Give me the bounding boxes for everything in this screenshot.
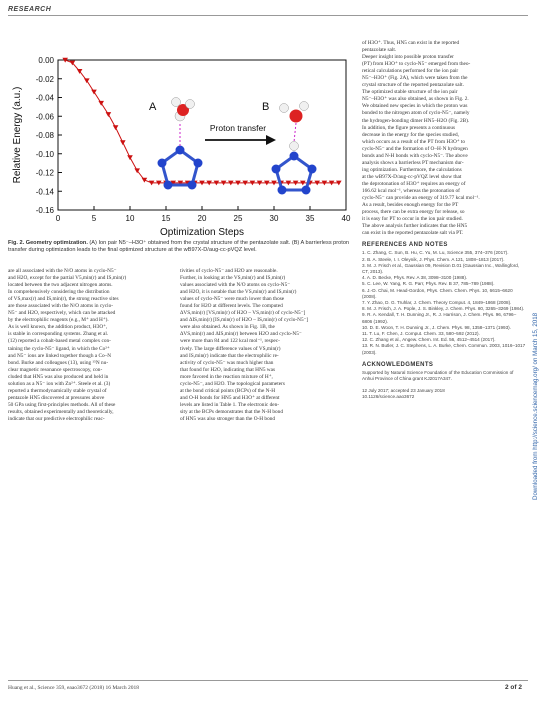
acknowledgments-heading: ACKNOWLEDGMENTS	[362, 361, 434, 368]
energy-point	[106, 112, 112, 117]
left-column-line: located between the two adjacent nitrogen atoms.	[8, 282, 113, 289]
right-column-line: it is easy for PT to occur in the ion pair studied.	[362, 216, 463, 223]
left-column-line: N5⁻ and H2O, respectively, which can be attacked	[8, 310, 116, 317]
right-column-line: cyclo-N5⁻ and the formation of O–H·N hydrogen	[362, 145, 468, 152]
middle-column-line: activity of cyclo-N5⁻ was much higher than	[180, 359, 274, 366]
reference-item: 3. M. J. Frisch et al., Gaussian 09, Revision D.01 (Gaussian Inc., Wallingford, CT, 2013).	[362, 262, 520, 274]
body-column-middle	[180, 268, 352, 423]
right-column-line: The optimized stable structure of the ion pair	[362, 89, 458, 96]
reference-item: 1. C. Zhang, C. Sun, B. Hu, C. Yu, M. Lu, Science 355, 374–376 (2017).	[362, 250, 509, 256]
download-side-note[interactable]	[532, 180, 539, 500]
right-column-line: crystal structure of the reported pentazolate salt.	[362, 82, 464, 89]
left-column-line: In comprehensively considering the distribution	[8, 289, 110, 296]
middle-column-line: were more than 84 and 122 kcal mol⁻¹, respec-	[180, 338, 280, 345]
figure-caption	[8, 240, 358, 255]
y-tick-label: -0.12	[35, 168, 54, 178]
left-column-line: by the electrophilic reagents (e.g., M⁺ and H⁺).	[8, 317, 109, 324]
middle-column-line: more favored in the reaction mixture of H⁺,	[180, 373, 273, 380]
y-tick-label: -0.08	[35, 131, 54, 140]
y-tick-label: -0.10	[35, 149, 54, 159]
middle-column-line: and IS,min(r) indicate that the electrophilic re-	[180, 352, 279, 359]
reference-item: 6. J.-D. Chai, M. Head-Gordon, Phys. Chem. Chem. Phys. 10, 6615–6620 (2008).	[362, 287, 513, 299]
page-number: 2 of 2	[505, 684, 522, 691]
molecule-panel-a	[149, 98, 203, 190]
x-tick-label: 20	[197, 214, 207, 223]
reference-item: 8. M. J. Frisch, J. A. Pople, J. S. Binkley, J. Chem. Phys. 80, 3265–3269 (1984).	[362, 306, 525, 312]
x-axis-label: Optimization Steps	[160, 227, 244, 238]
reference-item: 4. A. D. Becke, Phys. Rev. A 38, 3098–3100 (1988).	[362, 275, 468, 281]
x-tick-label: 35	[305, 214, 315, 223]
reference-item: 5. C. Lee, W. Yang, R. G. Parr, Phys. Rev. B 37, 785–789 (1988).	[362, 281, 495, 287]
y-tick-label: -0.06	[35, 112, 54, 122]
right-column-line: pentazolate salt.	[362, 47, 397, 54]
right-column-line: the deprotonation of H3O⁺ requires an energy of	[362, 180, 466, 187]
left-column-line: cluded that HN5 was also produced and held in	[8, 373, 109, 380]
energy-chart	[8, 40, 358, 240]
doi: 10.1126/science.aao3672	[362, 394, 415, 400]
references-heading: REFERENCES AND NOTES	[362, 242, 448, 249]
y-tick-label: -0.04	[35, 93, 54, 103]
energy-point	[120, 140, 126, 145]
energy-point	[113, 125, 119, 130]
middle-column-line: Further, in looking at the VS,min(r) and IS,min(r)	[180, 275, 286, 282]
acknowledgments-text: Supported by Natural Science Foundation of the Education Commission of Anhui Province of China grant KJ2017A347.	[362, 369, 514, 381]
right-column-line: (PT) from H3O⁺ to cyclo-N5⁻ emerged from theo-	[362, 61, 471, 68]
x-tick-label: 15	[161, 214, 171, 223]
reference-item: 7. Y. Zhao, D. G. Truhlar, J. Chem. Theory Comput. 4, 1849–1868 (2008).	[362, 299, 512, 305]
header-rule	[8, 15, 528, 16]
reference-item: 9. R. A. Kendall, T. H. Dunning Jr., R. J. Harrison, J. Chem. Phys. 96, 6796–6806 (1992).	[362, 312, 517, 324]
middle-column-line: of HN5 was also stronger than the O-H bond	[180, 415, 276, 422]
x-tick-label: 40	[341, 214, 351, 223]
middle-column-line: tively. The large difference values of VS,min(r)	[180, 345, 281, 352]
panel-a-label: A	[149, 101, 157, 113]
middle-column-line: were also obtained. As shown in Fig. 1B, the	[180, 324, 275, 331]
figure-caption-title: Fig. 2. Geometry optimization.	[8, 240, 88, 246]
molecule-panel-b	[262, 101, 317, 195]
body-column-left	[8, 268, 173, 423]
middle-column-line: ΔVS,min(r) [VS,min(r) of H2O – VS,min(r) of cyclo-N5⁻]	[180, 310, 306, 317]
right-column-line: N5⁻–H3O⁺ was also obtained, as shown in Fig. 2.	[362, 96, 469, 103]
right-column-line: In addition, the figure presents a continuous	[362, 124, 456, 131]
middle-column-line: found for H2O at different levels. The computed	[180, 303, 283, 310]
middle-column-line: and O-H bonds for HN5 and H3O⁺ at different	[180, 394, 280, 401]
figure-caption-text: (A) Ion pair N5⁻–H3O⁺ obtained from the crystal structure of the pentazolate salt. (B) A barrierless proton transfer during optimization leads to the final optimized structure at the wB97X-D/aug-cc-pVQZ level.	[8, 240, 350, 254]
proton-transfer-label: Proton transfer	[209, 123, 267, 133]
left-column-line: pentazole HN5 discovered at pressures above	[8, 394, 105, 401]
left-column-line: solution as a N5⁻ ion with Zn²⁺. Steele et al. (3)	[8, 380, 111, 387]
middle-column-line: cyclo-N5⁻, and H2O. The topological parameters	[180, 380, 285, 387]
chart-series	[62, 58, 341, 186]
right-column-line: cyclo-N5⁻ can provide an energy of 319.77 kcal mol⁻¹.	[362, 195, 480, 202]
right-column-line: can exist in the reported pentazolate salt via PT.	[362, 230, 464, 237]
right-column-line: decrease in the energy for the species studied,	[362, 131, 459, 138]
x-tick-label: 30	[269, 214, 279, 223]
right-column-line: analysis shows a barrierless PT mechanism dur-	[362, 159, 464, 166]
left-column-line: clear magnetic resonance spectroscopy, con-	[8, 366, 103, 373]
energy-point	[142, 178, 148, 183]
middle-column-line: values of cyclo-N5⁻ were much lower than those	[180, 296, 285, 303]
y-axis-label: Relative Energy (a.u.)	[12, 86, 23, 184]
footer-citation: Huang et al., Science 359, eaao3672 (2018) 16 March 2018	[8, 685, 140, 691]
body-column-right	[362, 40, 526, 401]
middle-column-line: at the bond critical points (BCPs) of the N-H	[180, 387, 276, 394]
left-column-line: reported a thermodynamically stable crystal of	[8, 387, 107, 394]
x-tick-label: 10	[125, 214, 135, 223]
references-list	[362, 250, 526, 355]
y-tick-label: -0.14	[35, 187, 54, 197]
left-column-line: are those associated with the N/O atoms in cyclo-	[8, 303, 114, 310]
journal-section-label: RESEARCH	[8, 6, 52, 13]
figure-2	[8, 40, 358, 240]
right-column-line: Deeper insight into possible proton transfer	[362, 54, 454, 61]
right-column-line: at the wB97X-D/aug-cc-pVQZ level show that	[362, 173, 462, 180]
left-column-line: taining the cyclo-N5⁻ ligand, in which the Co²⁺	[8, 345, 110, 352]
right-column-line: of H3O⁺. Thus, HN5 can exist in the reported	[362, 40, 460, 46]
middle-column-line: that found for H2O, indicating that HN5 was	[180, 366, 276, 373]
middle-column-line: and H2O, it is notable that the VS,min(r) and IS,min(r)	[180, 289, 297, 296]
reference-item: 12. C. Zhang et al., Angew. Chem. Int. Ed. 56, 4512–4514 (2017).	[362, 337, 496, 343]
right-column-line: process, there can be extra energy for release, so	[362, 209, 465, 216]
right-column-line: bonds and N-H bonds with cyclo-N5⁻. The above	[362, 152, 468, 159]
reference-item: 2. B. A. Steele, I. I. Oleynik, J. Phys. Chem. A 121, 1808–1813 (2017).	[362, 256, 505, 262]
footer-rule	[8, 680, 528, 681]
left-column-line: results, obtained experimentally and theoretically,	[8, 408, 114, 415]
left-column-line: As is well known, the addition product, H3O⁺,	[8, 324, 108, 331]
left-column-line: 50 GPa using first-principles methods. All of these	[8, 401, 116, 408]
middle-column-line: sity at the BCPs demonstrates that the N-H bond	[180, 408, 283, 415]
left-column-line: and N5⁻ ions are linked together though a Co–N	[8, 352, 112, 359]
left-column-line: and H2O, except for the partial V5,min(r) and IS,min(r)	[8, 275, 127, 282]
left-column-line: bond. Burke and colleagues (13), using ¹⁵N nu-	[8, 359, 109, 366]
y-tick-label: -0.16	[35, 206, 54, 215]
left-column-line: are all associated with the N/O atoms in cyclo-N5⁻	[8, 268, 117, 274]
reference-item: 13. R. N. Butler, J. C. Stephens, L. A. Burke, Chem. Commun. 2003, 1016–1017 (2003).	[362, 343, 526, 355]
proton-transfer-arrow	[205, 123, 276, 145]
download-link[interactable]: Downloaded from http://science.sciencemag.org/ on March 15, 2018	[532, 312, 539, 500]
middle-column-line: tivities of cyclo-N5⁻ and H2O are reasonable.	[180, 268, 278, 274]
left-column-line: is stable in corresponding systems. Zhang et al.	[8, 331, 109, 338]
left-column-line: of VS,max(r) and IS,min(r), the strong reactive sites	[8, 296, 119, 303]
right-column-line: As a result, besides enough energy for the PT	[362, 202, 459, 209]
right-column-line: The above analysis further indicates that the HN5	[362, 223, 468, 230]
left-column-line: indicate that our predictive electrophilic reac-	[8, 415, 105, 422]
middle-column-line: and ΔIS,min(r) [IS,min(r) of H2O – IS,min(r) of cyclo-N5⁻]	[180, 317, 309, 324]
left-column-line: (12) reported a cobalt-based metal complex con-	[8, 338, 111, 345]
x-tick-label: 25	[233, 214, 243, 223]
middle-column-line: values associated with the N/O atoms on cyclo-N5⁻	[180, 282, 291, 289]
panel-b-label: B	[262, 101, 270, 113]
right-column-line: 166.62 kcal mol⁻¹, whereas the protonation of	[362, 187, 460, 194]
right-column-line: which occurs as a result of the PT from H3O⁺ to	[362, 138, 466, 145]
x-tick-label: 0	[55, 214, 61, 223]
right-column-line: bonded to the nitrogen atom of cyclo-N5⁻, namely	[362, 110, 470, 117]
right-column-line: ing optimization. Furthermore, the calculations	[362, 166, 462, 173]
energy-point	[127, 155, 133, 160]
received-dates: 12 July 2017; accepted 23 January 2018	[362, 388, 445, 394]
reference-item: 11. T. Lu, F. Chen, J. Comput. Chem. 33, 580–592 (2012).	[362, 330, 480, 336]
middle-column-line: levels are listed in Table 1. The electronic den-	[180, 401, 280, 408]
energy-point	[98, 101, 104, 106]
energy-point	[84, 78, 90, 83]
y-tick-label: -0.02	[35, 74, 54, 84]
y-tick-label: 0.00	[38, 56, 54, 65]
right-column-line: the hydrogen-bonding dimer HN5–H2O (Fig. 2B).	[362, 117, 470, 124]
x-tick-label: 5	[91, 214, 97, 223]
right-column-line: retical calculations performed for the ion pair	[362, 68, 459, 75]
right-column-line: N5⁻–H3O⁺ (Fig. 2A), which were taken from the	[362, 75, 468, 82]
right-column-line: We obtained new species in which the proton was	[362, 103, 468, 110]
middle-column-line: ΔVS,min(r) and ΔIS,min(r) between H2O and cyclo-N5⁻	[180, 331, 302, 338]
reference-item: 10. D. E. Woon, T. H. Dunning Jr., J. Chem. Phys. 98, 1358–1371 (1993).	[362, 324, 511, 330]
energy-point	[91, 90, 97, 95]
